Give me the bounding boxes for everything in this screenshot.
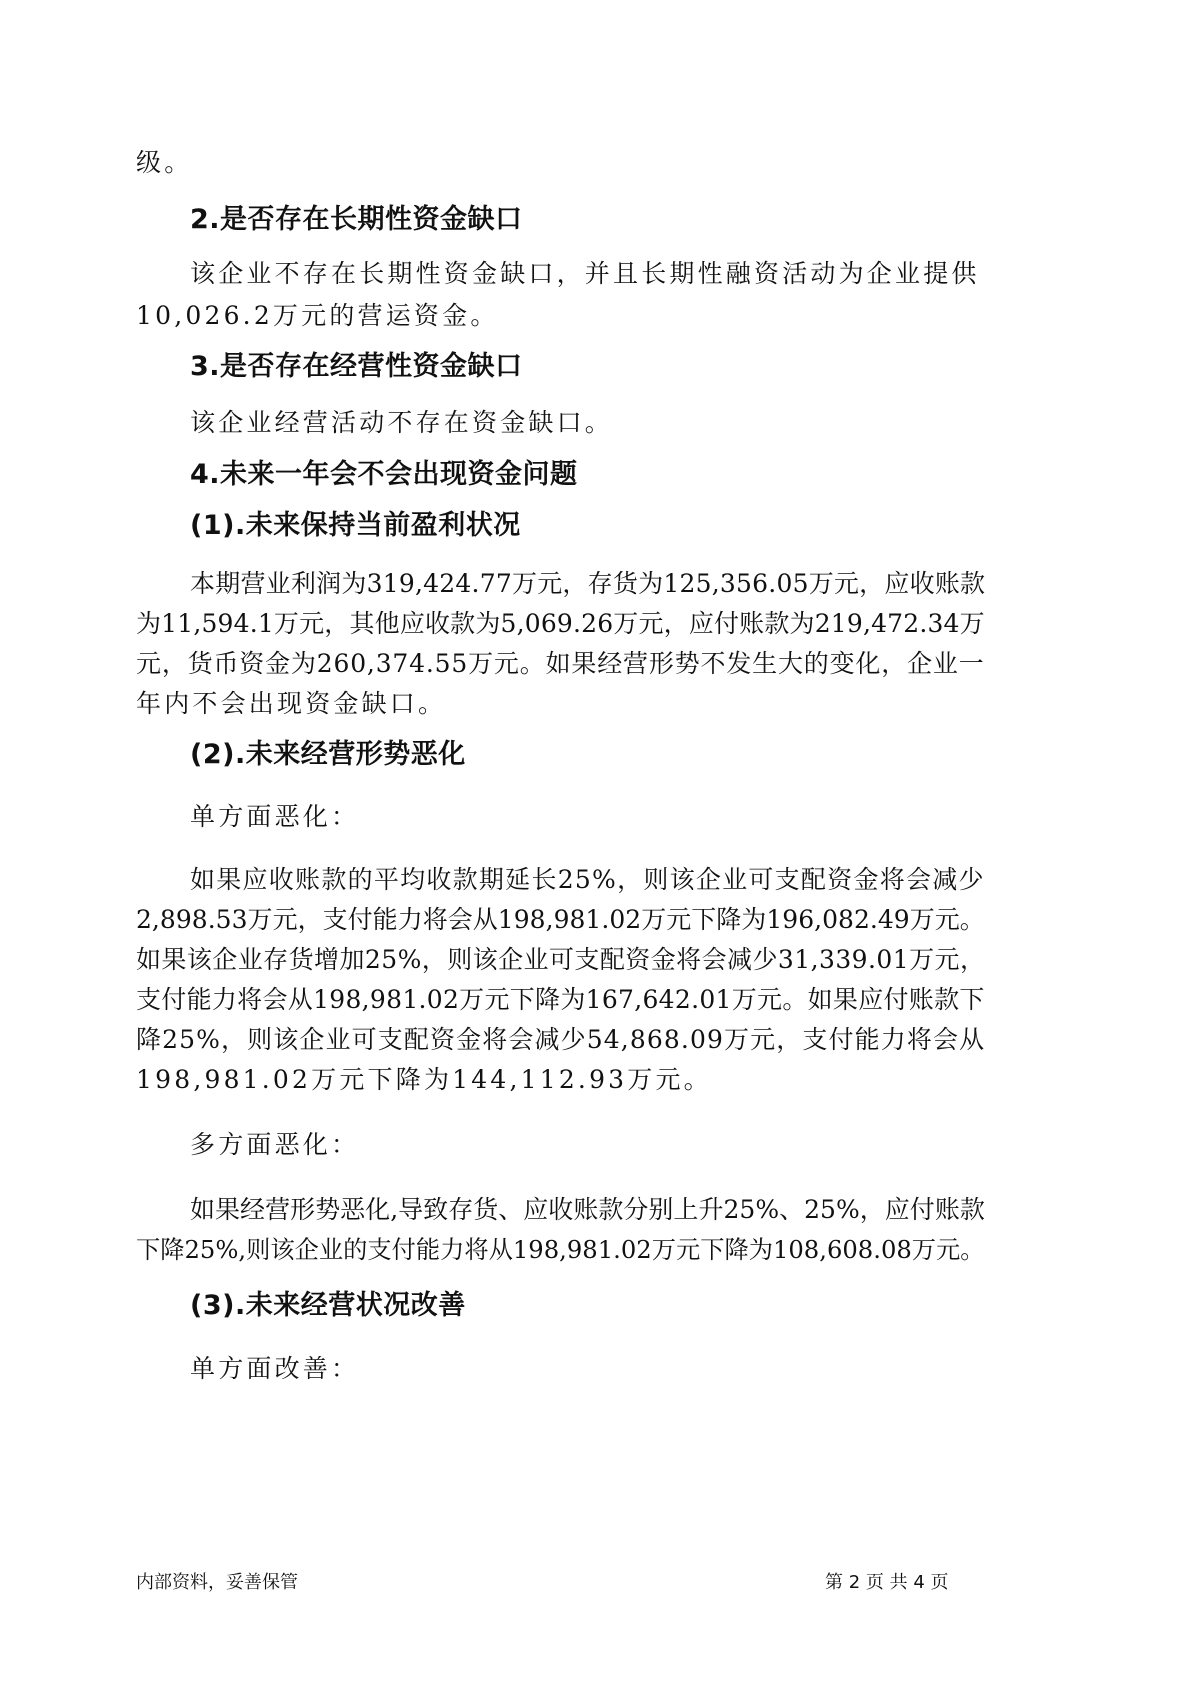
paragraph-line: 该企业不存在长期性资金缺口，并且长期性融资活动为企业提供 xyxy=(190,259,980,288)
paragraph-line: 本期营业利润为319,424.77万元，存货为125,356.05万元，应收账款 xyxy=(190,569,986,598)
paragraph-line: 如果经营形势恶化,导致存货、应收账款分别上升25%、25%，应付账款 xyxy=(190,1195,985,1224)
paragraph-line: 2,898.53万元，支付能力将会从198,981.02万元下降为196,082.49万元。 xyxy=(136,905,985,934)
paragraph-line: 198,981.02万元下降为144,112.93万元。 xyxy=(136,1065,712,1094)
paragraph-line: 元，货币资金为260,374.55万元。如果经营形势不发生大的变化，企业一 xyxy=(136,649,985,678)
footer-page-number: 第 2 页 共 4 页 xyxy=(825,1572,949,1593)
subsection-heading-2: (2).未来经营形势恶化 xyxy=(190,739,466,770)
label-single-improve: 单方面改善： xyxy=(190,1354,360,1383)
paragraph-line: 支付能力将会从198,981.02万元下降为167,642.01万元。如果应付账款下 xyxy=(136,985,985,1014)
paragraph-line: 如果该企业存货增加25%，则该企业可支配资金将会减少31,339.01万元， xyxy=(136,945,986,974)
label-multi-deteriorate: 多方面恶化： xyxy=(190,1130,360,1159)
paragraph-line: 该企业经营活动不存在资金缺口。 xyxy=(190,408,614,437)
subsection-heading-3: (3).未来经营状况改善 xyxy=(190,1290,466,1321)
paragraph-line: 如果应收账款的平均收款期延长25%，则该企业可支配资金将会减少 xyxy=(190,865,985,894)
paragraph-line: 降25%，则该企业可支配资金将会减少54,868.09万元，支付能力将会从 xyxy=(136,1025,986,1054)
paragraph-line: 10,026.2万元的营运资金。 xyxy=(136,301,499,330)
section-heading-4: 4.未来一年会不会出现资金问题 xyxy=(190,459,578,490)
subsection-heading-1: (1).未来保持当前盈利状况 xyxy=(190,510,521,541)
continued-text: 级。 xyxy=(136,148,193,177)
paragraph-line: 为11,594.1万元，其他应收款为5,069.26万元，应付账款为219,472.34万 xyxy=(136,609,985,638)
section-heading-2: 2.是否存在长期性资金缺口 xyxy=(190,204,523,235)
label-single-deteriorate: 单方面恶化： xyxy=(190,802,360,831)
paragraph-line: 下降25%,则该企业的支付能力将从198,981.02万元下降为108,608.08万元。 xyxy=(136,1235,985,1264)
section-heading-3: 3.是否存在经营性资金缺口 xyxy=(190,351,523,382)
footer-confidential: 内部资料，妥善保管 xyxy=(136,1572,298,1593)
paragraph-line: 年内不会出现资金缺口。 xyxy=(136,689,447,718)
